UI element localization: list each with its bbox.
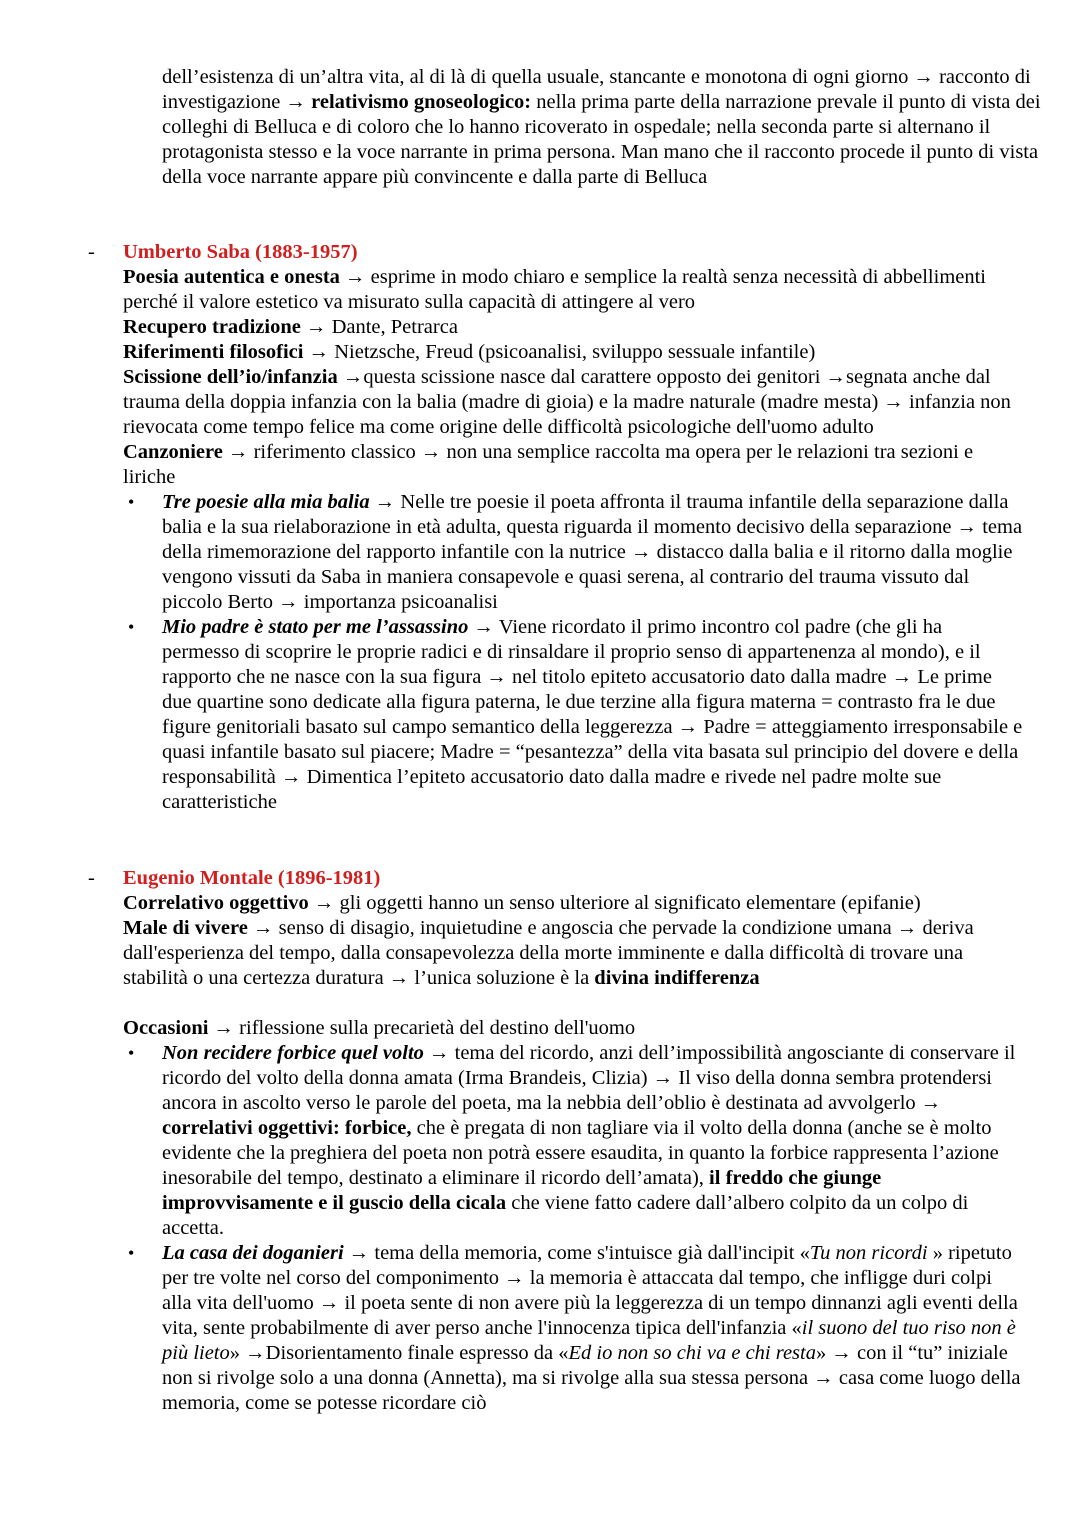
montale-term: Occasioni: [123, 1017, 209, 1039]
section-dash: -: [88, 867, 95, 889]
poem-desc: → tema della memoria, come s'intuisce già dall'incipit «: [343, 1242, 810, 1264]
poem-desc: → Nelle tre poesie il poeta affronta il trauma infantile della separazione dalla balia e la sua rielaborazione in età adulta, questa riguarda il momento decisivo della separazione → tema della rimemorazione del rapporto infantile con la nutrice → distacco dalla balia e il ritorno dalla moglie vengono vissuti da Saba in maniera consapevole e quasi serena, al contrario del trauma vissuto dal piccolo Berto → importanza psicoanalisi: [162, 491, 1023, 613]
saba-desc: Dante, Petrarca: [326, 316, 458, 338]
saba-term: Canzoniere: [123, 441, 223, 463]
poem-quote: Ed io non so chi va e chi resta: [568, 1342, 816, 1364]
list-item: [162, 490, 1023, 615]
poem-desc: » ripetuto per tre volte nel corso del componimento → la memoria è attaccata dal tempo, che infligge duri colpi alla vita dell'uomo → il poeta sente di non avere più la leggerezza di un tempo dinnanzi agli eventi della vita, sente probabilmente di aver perso anche l'innocenza tipica dell'infanzia «: [162, 1242, 1018, 1339]
montale-title: Eugenio Montale (1896-1981): [123, 867, 381, 889]
poem-desc: che è pregata di non tagliare via il volto della donna (anche se è molto evidente che la preghiera del poeta non potrà essere esaudita, in quanto la forbice rappresenta l’azione inesorabile del tempo, destinato a eliminare il ricordo dell’amata),: [162, 1117, 999, 1189]
poem-bold: il freddo che giunge improvvisamente e il guscio della cicala: [162, 1167, 882, 1214]
intro-text-end: nella prima parte della narrazione prevale il punto di vista dei colleghi di Belluca e di coloro che lo hanno ricoverato in ospedale; nella seconda parte si alternano il protagonista stesso e la voce narrante in prima persona. Man mano che il racconto procede il punto di vista della voce narrante appare più convincente e dalla parte di Belluca: [162, 91, 1041, 188]
poem-bold: correlativi oggettivi: forbice,: [162, 1117, 412, 1139]
montale-line-occasioni: [123, 1016, 1023, 1041]
spacer: [123, 991, 1023, 1016]
poem-desc: » → con il “tu” iniziale non si rivolge solo a una donna (Annetta), ma si rivolge alla sua stessa persona → casa come luogo della memoria, come se potesse ricordare ciò: [162, 1342, 1021, 1414]
intro-paragraph: [162, 65, 1042, 190]
poem-desc: » →Disorientamento finale espresso da «: [229, 1342, 569, 1364]
saba-bullet-list: [123, 490, 1023, 815]
intro-bold: relativismo gnoseologico:: [311, 91, 532, 113]
list-item: [162, 1041, 1023, 1241]
saba-term: Scissione dell’io/infanzia: [123, 366, 338, 388]
montale-line-male: [123, 916, 1023, 991]
section-dash: -: [88, 241, 95, 263]
saba-desc: →questa scissione nasce dal carattere opposto dei genitori →segnata anche dal trauma della doppia infanzia con la balia (madre di gioia) e la madre naturale (madre mesta) → infanzia non rievocata come tempo felice ma come origine delle difficoltà psicologiche dell'uomo adulto: [123, 366, 1011, 438]
saba-desc: Nietzsche, Freud (psicoanalisi, sviluppo sessuale infantile): [329, 341, 816, 363]
saba-line-scissione: [123, 365, 1023, 440]
poem-quote: Tu non ricordi: [809, 1242, 928, 1264]
poem-title: Tre poesie alla mia balia: [162, 491, 370, 513]
montale-section: [123, 866, 1023, 1416]
saba-line-poesia: [123, 265, 1023, 315]
saba-term: Riferimenti filosofici →: [123, 341, 330, 363]
poem-desc: che viene fatto cadere dall’albero colpito da un colpo di accetta.: [162, 1192, 969, 1239]
poem-title: Non recidere forbice quel volto: [162, 1042, 424, 1064]
poem-title: Mio padre è stato per me l’assassino: [162, 616, 469, 638]
montale-desc: → riflessione sulla precarietà del destino dell'uomo: [208, 1017, 636, 1039]
montale-bullet-list: [123, 1041, 1023, 1416]
montale-term: Male di vivere →: [123, 917, 274, 939]
montale-line-correlativo: [123, 891, 1023, 916]
saba-title: Umberto Saba (1883-1957): [123, 241, 358, 263]
saba-term: Recupero tradizione →: [123, 316, 327, 338]
saba-section: [123, 240, 1023, 815]
saba-desc: esprime in modo chiaro e semplice la realtà senza necessità di abbellimenti perché il valore estetico va misurato sulla capacità di attingere al vero: [123, 266, 987, 313]
poem-desc: → Viene ricordato il primo incontro col padre (che gli ha permesso di scoprire le proprie radici e di rinsaldare il proprio senso di appartenenza al mondo), e il rapporto che ne nasce con la sua figura → nel titolo epiteto accusatorio dato dalla madre → Le prime due quartine sono dedicate alla figura paterna, le due terzine alla figura materna = contrasto fra le due figure genitoriali basato sul campo semantico della leggerezza → Padre = atteggiamento irresponsabile e quasi infantile basato sul piacere; Madre = “pesantezza” della vita basata sul principio del dovere e della responsabilità → Dimentica l’epiteto accusatorio dato dalla madre e rivede nel padre molte sue caratteristiche: [162, 616, 1023, 813]
saba-term: Poesia autentica e onesta →: [123, 266, 366, 288]
list-item: [162, 615, 1023, 815]
montale-term: Correlativo oggettivo →: [123, 892, 335, 914]
poem-title: La casa dei doganieri: [162, 1242, 344, 1264]
intro-text: dell’esistenza di un’altra vita, al di là di quella usuale, stancante e monotona di ogni giorno → racconto di investigazione →: [162, 66, 1031, 113]
poem-quote: il suono del tuo riso non è più lieto: [162, 1317, 1016, 1364]
saba-line-canzoniere: [123, 440, 1023, 490]
montale-desc: gli oggetti hanno un senso ulteriore al significato elementare (epifanie): [334, 892, 921, 914]
saba-line-filosofia: [123, 340, 1023, 365]
montale-term-inline: divina indifferenza: [594, 967, 760, 989]
poem-desc: → tema del ricordo, anzi dell’impossibilità angosciante di conservare il ricordo del volto della donna amata (Irma Brandeis, Clizia) → Il viso della donna sembra protendersi ancora in ascolto verso le parole del poeta, ma la nebbia dell’oblio è destinata ad avvolgerlo →: [162, 1042, 1016, 1114]
saba-desc: → riferimento classico → non una semplice raccolta ma opera per le relazioni tra sezioni e liriche: [123, 441, 974, 488]
list-item: [162, 1241, 1023, 1416]
montale-desc: senso di disagio, inquietudine e angoscia che pervade la condizione umana → deriva dall'esperienza del tempo, dalla consapevolezza della morte imminente e dalla difficoltà di trovare una stabilità o una certezza duratura → l’unica soluzione è la: [123, 917, 974, 989]
saba-line-tradizione: [123, 315, 1023, 340]
